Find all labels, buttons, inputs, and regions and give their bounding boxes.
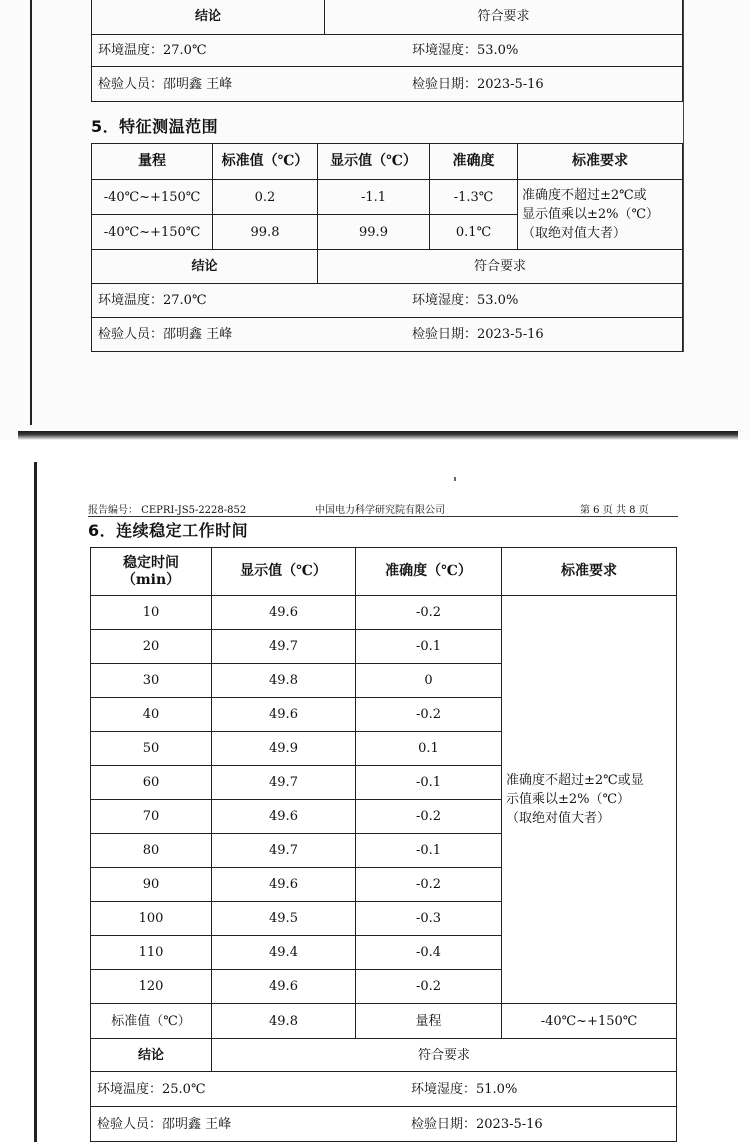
header-range: 量程 [92, 144, 213, 180]
table-cell: 49.6 [212, 698, 356, 732]
page-edge-line [30, 0, 32, 425]
table-cell: 49.4 [212, 936, 356, 970]
header-requirement: 标准要求 [518, 144, 683, 180]
temperature-text: 环境温度：27.0℃ [98, 43, 207, 58]
table-cell: 99.9 [318, 215, 430, 250]
page-edge-line [683, 0, 684, 352]
table-cell: 20 [91, 630, 212, 664]
table-cell: 90 [91, 868, 212, 902]
inspectors-text: 检验人员：邵明鑫 王峰 [97, 1116, 232, 1132]
conclusion-value: 符合要求 [318, 250, 683, 284]
table-cell: -0.2 [356, 698, 502, 732]
conclusion-label: 结论 [92, 250, 318, 284]
table-cell: 0 [356, 664, 502, 698]
table-cell: 120 [91, 970, 212, 1004]
section6-table [90, 547, 677, 1142]
range-value: -40℃~+150℃ [502, 1004, 677, 1039]
table-cell: -1.1 [318, 180, 430, 215]
conclusion-value: 符合要求 [212, 1039, 677, 1072]
table-cell: 49.9 [212, 732, 356, 766]
table-cell: -0.2 [356, 596, 502, 630]
page-number: 第 6 页 共 8 页 [580, 505, 649, 516]
table-cell: -0.2 [356, 868, 502, 902]
inspectors-text: 检验人员：邵明鑫 王峰 [98, 327, 233, 342]
table-cell: -0.4 [356, 936, 502, 970]
table-cell: 30 [91, 664, 212, 698]
inspection-row [92, 318, 683, 352]
temperature-text: 环境温度：27.0℃ [98, 293, 207, 308]
table-cell: 49.5 [212, 902, 356, 936]
conclusion-value: 符合要求 [325, 0, 683, 35]
header-line: 稳定时间 [123, 554, 179, 571]
header-display-value: 显示值（℃） [318, 144, 430, 180]
header-stable-time [91, 548, 212, 596]
table-cell: -0.1 [356, 834, 502, 868]
table-cell: 99.8 [213, 215, 318, 250]
page-edge-line [34, 462, 37, 1142]
requirement-line: 准确度不超过±2℃或 [522, 188, 647, 203]
range-label: 量程 [356, 1004, 502, 1039]
table-cell: 0.1 [356, 732, 502, 766]
header-standard-value: 标准值（℃） [213, 144, 318, 180]
requirement-line: 准确度不超过±2℃或显 [506, 773, 644, 788]
environment-row [91, 1072, 677, 1107]
table-cell: 0.1℃ [430, 215, 518, 250]
requirement-line: （取绝对值大者） [522, 226, 627, 241]
header-accuracy: 准确度（℃） [356, 548, 502, 596]
humidity-text: 环境湿度：53.0% [412, 43, 519, 58]
table-cell: 49.6 [212, 970, 356, 1004]
header-display-value: 显示值（℃） [212, 548, 356, 596]
conclusion-label: 结论 [91, 1039, 212, 1072]
table-cell: -0.3 [356, 902, 502, 936]
date-text: 检验日期：2023-5-16 [412, 327, 544, 342]
temperature-text: 环境温度：25.0℃ [97, 1081, 206, 1097]
section6-title: 6．连续稳定工作时间 [88, 521, 249, 540]
table-cell: 49.7 [212, 834, 356, 868]
table-cell: 110 [91, 936, 212, 970]
table-cell: 80 [91, 834, 212, 868]
standard-value: 49.8 [212, 1004, 356, 1039]
table-cell: 49.6 [212, 800, 356, 834]
table-cell: -0.2 [356, 800, 502, 834]
table-cell: -1.3℃ [430, 180, 518, 215]
requirement-line: （取绝对值大者） [506, 811, 611, 826]
page-separator [18, 431, 738, 440]
header-line: （min） [121, 571, 181, 588]
table-cell: -0.2 [356, 970, 502, 1004]
humidity-text: 环境湿度：51.0% [411, 1081, 518, 1097]
inspection-row [91, 1107, 677, 1142]
requirement-line: 显示值乘以±2%（℃） [522, 207, 660, 222]
table-cell: -0.1 [356, 766, 502, 800]
standard-value-label: 标准值（℃） [91, 1004, 212, 1039]
header-requirement: 标准要求 [502, 548, 677, 596]
table-cell: 70 [91, 800, 212, 834]
inspection-row [92, 67, 683, 102]
table-cell: 100 [91, 902, 212, 936]
institute-name: 中国电力科学研究院有限公司 [315, 505, 445, 516]
inspectors-text: 检验人员：邵明鑫 王峰 [98, 76, 233, 92]
requirement-cell [518, 180, 683, 250]
header-rule [88, 516, 678, 517]
table-cell: 10 [91, 596, 212, 630]
table-cell: 40 [91, 698, 212, 732]
table-cell: 49.6 [212, 596, 356, 630]
table-cell: 50 [91, 732, 212, 766]
section5-table [91, 143, 683, 352]
humidity-text: 环境湿度：53.0% [412, 293, 519, 308]
section4-tail-table [91, 0, 683, 102]
table-cell: 0.2 [213, 180, 318, 215]
table-cell: 49.7 [212, 630, 356, 664]
table-cell: 49.6 [212, 868, 356, 902]
environment-row [92, 35, 683, 67]
date-text: 检验日期：2023-5-16 [411, 1116, 543, 1132]
section5-title: 5．特征测温范围 [91, 117, 219, 136]
header-accuracy: 准确度 [430, 144, 518, 180]
table-cell: -0.1 [356, 630, 502, 664]
conclusion-label: 结论 [92, 0, 325, 35]
requirement-line: 示值乘以±2%（℃） [506, 792, 631, 807]
table-cell: 49.7 [212, 766, 356, 800]
table-cell: 60 [91, 766, 212, 800]
report-number: 报告编号： CEPRI-JS5-2228-852 [88, 505, 247, 516]
requirement-cell [502, 596, 677, 1004]
scan-speck [454, 477, 456, 481]
table-cell: 49.8 [212, 664, 356, 698]
table-cell: -40℃~+150℃ [92, 180, 213, 215]
environment-row [92, 284, 683, 318]
table-cell: -40℃~+150℃ [92, 215, 213, 250]
date-text: 检验日期：2023-5-16 [412, 76, 544, 92]
